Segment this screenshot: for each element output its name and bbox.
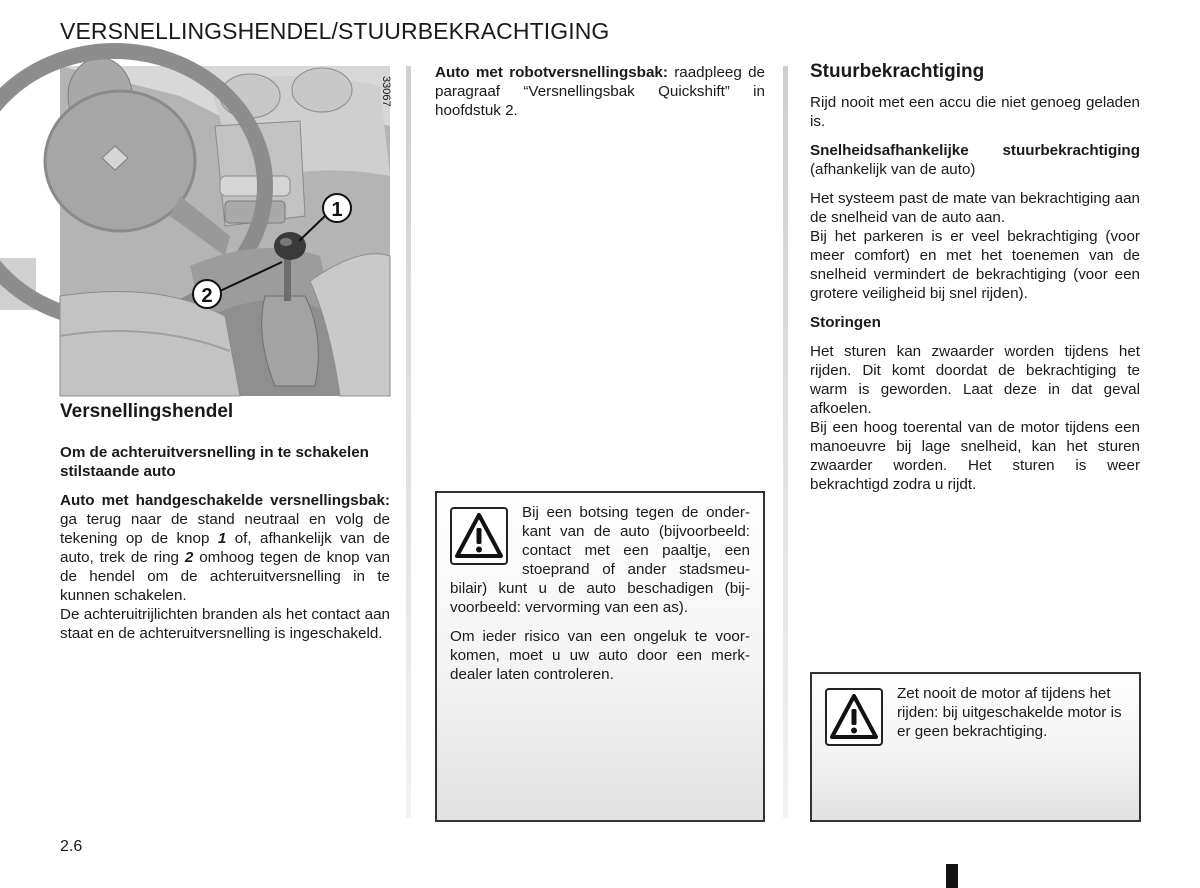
page-edge-marker: [946, 864, 958, 888]
reverse-lights-text: De achteruitrijlichten branden als het contact aan staat en de achteruitversnelling is ingeschakeld.: [60, 606, 390, 642]
ring-ref-2: 2: [184, 549, 194, 566]
figure-ref-code: 33067: [380, 76, 392, 107]
gear-lever-illustration: [60, 66, 390, 396]
faults-text-b: Bij een hoog toerental van de motor tijdens een manoeuvre bij lage snelheid, kan het sturen zwaarder worden. Het sturen is weer bekrachtigd zodra u rijdt.: [810, 419, 1140, 493]
middle-column: [435, 63, 765, 130]
faults-text-a: Het sturen kan zwaarder worden tijdens het rijden. Dit komt doordat de bekrachtiging te warm is geworden. Laat deze in dat geval afkoelen.: [810, 343, 1140, 417]
speed-steering-paragraph: [810, 141, 1140, 179]
speed-steering-lead: Snelheidsafhankelijke stuurbekrachtiging: [810, 142, 1140, 159]
system-description: [810, 189, 1140, 303]
reverse-gear-subheading: [60, 443, 390, 481]
robot-gearbox-text: raadpleeg de paragraaf “Versnellingsbak Quickshift” in hoofdstuk 2.: [435, 64, 765, 119]
warning-box-collision: [435, 491, 765, 822]
page-title: VERSNELLINGSHENDEL/STUURBEKRACHTIGING: [60, 18, 610, 44]
warning-triangle-icon: [825, 688, 883, 746]
column-divider: [783, 66, 788, 818]
faults-subheading: Storingen: [810, 314, 881, 331]
collision-warning-text: Bij een botsing tegen de onderkant van de auto (bijvoorbeeld: contact met een paaltje, een stoeprand of ander stadsmeubilair) kunt u de auto beschadigen (bijvoorbeeld: vervorming van een as).: [450, 504, 750, 616]
robot-gearbox-paragraph: [435, 63, 765, 120]
manual-gearbox-paragraph: [60, 491, 390, 643]
section-heading-power-steering: Stuurbekrachtiging: [810, 61, 985, 82]
faults-description: [810, 342, 1140, 494]
manual-gearbox-lead: Auto met handgeschakelde versnellingsbak:: [60, 492, 390, 509]
battery-note: Rijd nooit met een accu die niet genoeg geladen is.: [810, 94, 1140, 130]
column-divider: [406, 66, 411, 818]
page-number: 2.6: [60, 838, 83, 855]
left-column: [60, 402, 390, 653]
right-column: [810, 62, 1140, 504]
manual-gearbox-text-c: omhoog tegen de knop van de hendel om de achteruitversnelling in te kunnen schakelen.: [60, 549, 390, 604]
system-text-b: Bij het parkeren is er veel bekrachtiging (voor meer comfort) en met het toenemen van de snelheid vermindert de bekrachtiging (voor een grotere veiligheid bij snel rijden).: [810, 228, 1140, 302]
manual-gearbox-text-b: of, afhankelijk van de auto, trek de ring: [60, 530, 390, 566]
engine-off-warning-text: Zet nooit de motor af tijdens het rijden: bij uitgeschakelde motor is er geen bekrachtiging.: [897, 685, 1122, 740]
system-text-a: Het systeem past de mate van bekrachtiging aan de snelheid van de auto aan.: [810, 190, 1140, 226]
reverse-gear-subheading-line1: Om de achteruitversnelling in te schakelen: [60, 444, 369, 461]
section-heading-gear-lever: Versnellingshendel: [60, 401, 234, 422]
reverse-gear-subheading-line2: stilstaande auto: [60, 463, 176, 480]
callout-1-label: 1: [331, 199, 343, 221]
robot-gearbox-lead: Auto met robotversnellingsbak:: [435, 64, 668, 81]
callout-2-label: 2: [201, 285, 213, 307]
gear-lever-drawing: [60, 66, 390, 396]
dealer-check-text: Om ieder risico van een ongeluk te voorkomen, moet u uw auto door een merkdealer laten controleren.: [450, 628, 750, 683]
warning-box-engine-off: [810, 672, 1141, 822]
manual-gearbox-text-a: ga terug naar de stand neutraal en volg de tekening op de knop: [60, 511, 390, 547]
warning-triangle-icon: [450, 507, 508, 565]
knob-ref-1: 1: [217, 530, 227, 547]
speed-steering-note: (afhankelijk van de auto): [810, 161, 976, 178]
